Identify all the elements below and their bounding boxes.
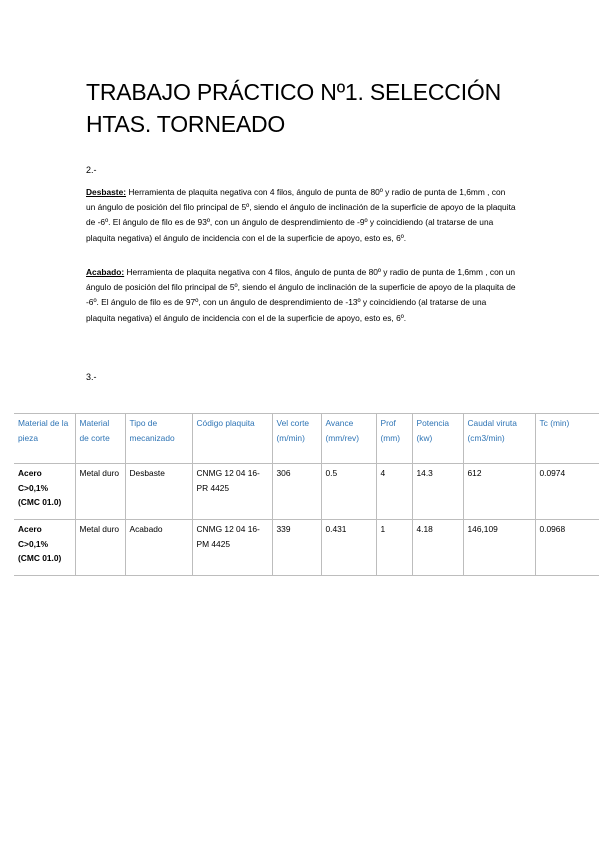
- header-cell: Potencia (kw): [412, 414, 463, 464]
- table-row: [14, 520, 599, 576]
- table-cell: CNMG 12 04 16-PM 4425: [192, 520, 272, 576]
- acabado-paragraph: [86, 265, 516, 326]
- desbaste-text: Herramienta de plaquita negativa con 4 filos, ángulo de punta de 80º y radio de punta de 1,6mm , con un ángulo de posición del filo principal de 5º, siendo el ángulo de inclinación de la superficie de apoyo de la plaquita de -6º. El ángulo de filo es de 93º, con un ángulo de desprendimiento de -9º y coincidiendo (al tratarse de una plaquita negativa) el ángulo de incidencia con el de la superficie de apoyo, esto es, 6º.: [86, 187, 516, 243]
- table-cell: 612: [463, 464, 535, 520]
- table-cell: 0.431: [321, 520, 376, 576]
- acabado-label: Acabado:: [86, 267, 125, 277]
- header-cell: Código plaquita: [192, 414, 272, 464]
- table-cell: Acero C>0,1% (CMC 01.0): [14, 464, 75, 520]
- table-cell: 4: [376, 464, 412, 520]
- table-cell: CNMG 12 04 16-PR 4425: [192, 464, 272, 520]
- header-cell: Tc (min): [535, 414, 599, 464]
- table-cell: 0.5: [321, 464, 376, 520]
- table-row: [14, 464, 599, 520]
- header-cell: Material de la pieza: [14, 414, 75, 464]
- header-cell: Material de corte: [75, 414, 125, 464]
- table-cell: 339: [272, 520, 321, 576]
- desbaste-paragraph: [86, 185, 516, 246]
- table-cell: 4.18: [412, 520, 463, 576]
- table-cell: 0.0974: [535, 464, 599, 520]
- table-cell: Metal duro: [75, 520, 125, 576]
- table-cell: Acabado: [125, 520, 192, 576]
- table-cell: Metal duro: [75, 464, 125, 520]
- table-cell: 0.0968: [535, 520, 599, 576]
- section-3-number: 3.-: [86, 372, 97, 382]
- header-cell: Caudal viruta (cm3/min): [463, 414, 535, 464]
- page-title: TRABAJO PRÁCTICO Nº1. SELECCIÓN HTAS. TORNEADO: [86, 79, 501, 137]
- acabado-text: Herramienta de plaquita negativa con 4 filos, ángulo de punta de 80º y radio de punta de 1,6mm , con un ángulo de posición del filo principal de 5º, siendo el ángulo de inclinación de la superficie de apoyo de la plaquita de -6º. El ángulo de filo es de 97º, con un ángulo de desprendimiento de -13º y coincidiendo (al tratarse de una plaquita negativa) el ángulo de incidencia con el de la superficie de apoyo, esto es, 6º.: [86, 267, 516, 323]
- table-cell: 146,109: [463, 520, 535, 576]
- results-table: [14, 413, 599, 576]
- table-cell: 306: [272, 464, 321, 520]
- header-cell: Prof (mm): [376, 414, 412, 464]
- section-2-number: 2.-: [86, 165, 97, 175]
- table-cell: Desbaste: [125, 464, 192, 520]
- desbaste-label: Desbaste:: [86, 187, 127, 197]
- header-cell: Vel corte (m/min): [272, 414, 321, 464]
- table-cell: 14.3: [412, 464, 463, 520]
- header-cell: Tipo de mecanizado: [125, 414, 192, 464]
- table-cell: 1: [376, 520, 412, 576]
- header-cell: Avance (mm/rev): [321, 414, 376, 464]
- table-header-row: [14, 414, 599, 464]
- table-cell: Acero C>0,1% (CMC 01.0): [14, 520, 75, 576]
